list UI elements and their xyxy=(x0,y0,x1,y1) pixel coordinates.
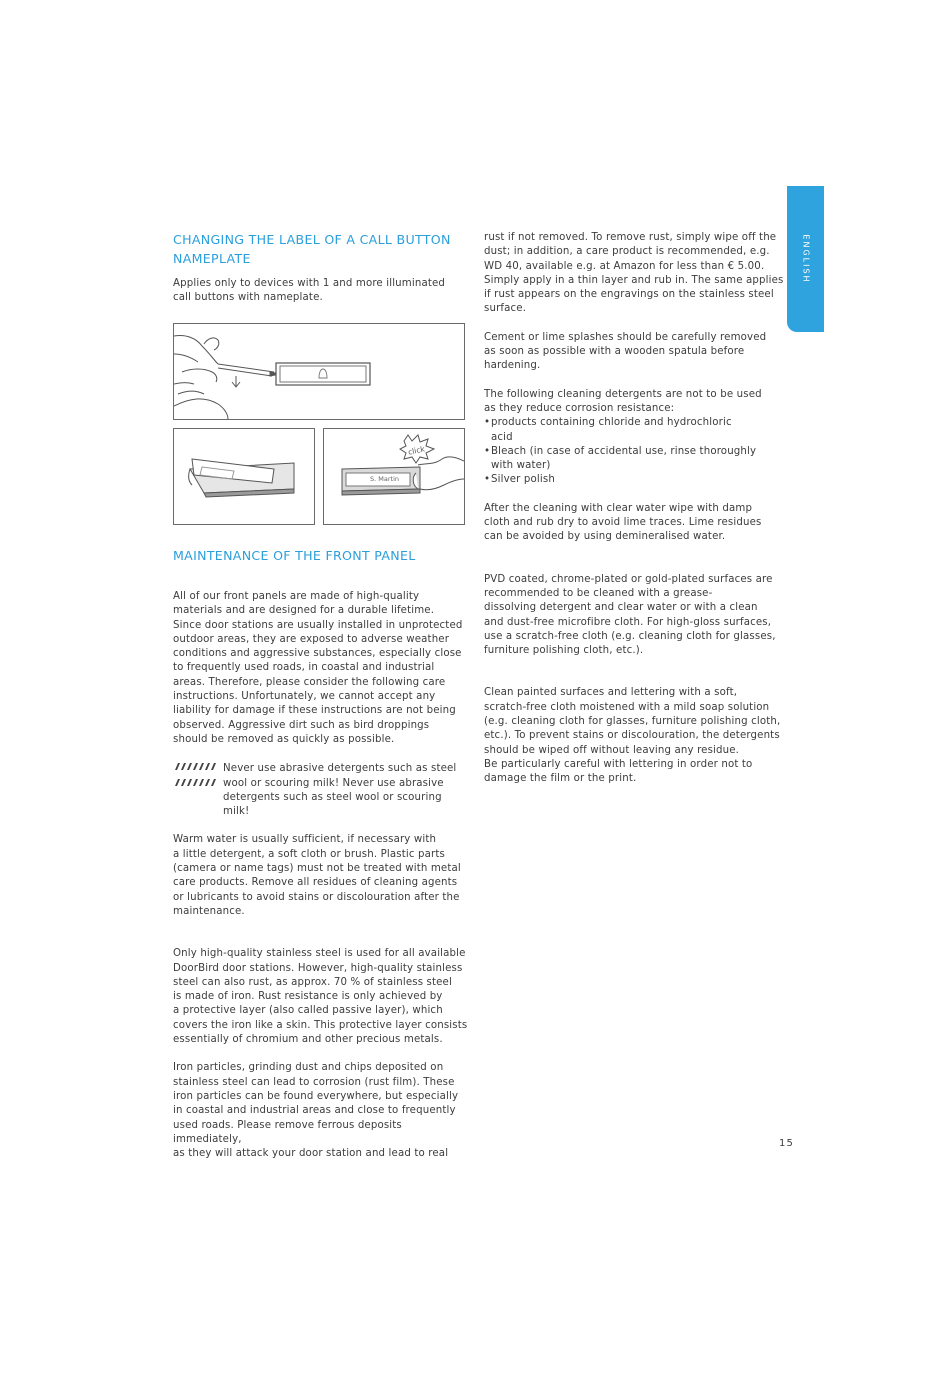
maintenance-paragraph-water: Warm water is usually sufficient, if necessary with a little detergent, a soft cloth or brush. Plastic parts (camera or name tags) must not be treated with metal care products. Remove all residues of cleaning agents or lubricants to avoid stains or discolouration after the maintenance. xyxy=(173,834,461,917)
section-maintenance xyxy=(173,546,471,1161)
warning-block xyxy=(173,762,471,819)
click-label-text: click xyxy=(407,444,426,457)
section-nameplate xyxy=(173,230,468,306)
page-number: 15 xyxy=(779,1138,795,1149)
section-title-nameplate: CHANGING THE LABEL OF A CALL BUTTON NAMEPLATE xyxy=(173,232,451,266)
maintenance-paragraph-iron: Iron particles, grinding dust and chips deposited on stainless steel can lead to corrosion (rust film). These iron particles can be found everywhere, but especially in coastal and industrial areas and close to frequently used roads. Please remove ferrous deposits immediately, as they will attack your door station and lead to real xyxy=(173,1062,459,1160)
nameplate-slide-illustration xyxy=(174,429,314,524)
illustration-click-label xyxy=(323,428,465,525)
maintenance-paragraph-intro: All of our front panels are made of high-quality materials and are designed for a durable lifetime. Since door stations are usually installed in unprotected outdoor areas, they are exposed to adverse weather conditions and aggressive substances, especially close to frequently used roads, in coastal and industrial areas. Therefore, please consider the following care instructions. Unfortunately, we cannot accept any liability for damage if these instructions are not being observed. Aggressive dirt such as bird droppings should be removed as quickly as possible. xyxy=(173,591,463,745)
hand-tool-illustration xyxy=(174,324,464,419)
detergents-list xyxy=(484,416,784,487)
after-cleaning-paragraph: After the cleaning with clear water wipe with damp cloth and rub dry to avoid lime traces. Lime residues can be avoided by using demineralised water. xyxy=(484,502,762,543)
rust-paragraph: rust if not removed. To remove rust, simply wipe off the dust; in addition, a care product is recommended, e.g. WD 40, available e.g. at Amazon for less than € 5.00. Simply apply in a thin layer and rub in. The same applies if rust appears on the engravings on the stainless steel surface. xyxy=(484,232,784,315)
illustration-insert-label xyxy=(173,428,315,525)
warning-text: Never use abrasive detergents such as steel wool or scouring milk! Never use abrasive detergents such as steel wool or scouring milk! xyxy=(223,763,457,818)
detergents-paragraph: The following cleaning detergents are not to be used as they reduce corrosion resistance: xyxy=(484,388,762,414)
cement-paragraph: Cement or lime splashes should be carefully removed as soon as possible with a wooden spatula before hardening. xyxy=(484,331,767,372)
language-tab-label: ENGLISH xyxy=(801,234,810,284)
maintenance-paragraph-stainless: Only high-quality stainless steel is used for all available DoorBird door stations. However, high-quality stainless steel can also rust, as approx. 70 % of stainless steel is made of iron. Rust resistance is only achieved by a protective layer (also called passive layer), which covers the iron like a skin. This protective layer consists essentially of chromium and other precious metals. xyxy=(173,948,468,1046)
language-tab[interactable] xyxy=(787,186,824,332)
section-title-maintenance: MAINTENANCE OF THE FRONT PANEL xyxy=(173,548,416,563)
list-item: • Silver polish xyxy=(484,473,784,487)
illustration-remove-label xyxy=(173,323,465,420)
list-item: • products containing chloride and hydrochloric acid xyxy=(484,416,784,445)
painted-surfaces-paragraph: Clean painted surfaces and lettering with a soft, scratch-free cloth moistened with a mild soap solution (e.g. cleaning cloth for glasses, furniture polishing cloth, etc.). To prevent stains or discolouration, the detergents should be wiped off without leaving any residue. Be particularly careful with lettering in order not to damage the film or the print. xyxy=(484,687,781,785)
list-item: • Bleach (in case of accidental use, rinse thoroughly with water) xyxy=(484,445,784,474)
name-tag-text: S. Martin xyxy=(370,475,399,483)
nameplate-intro-text: Applies only to devices with 1 and more illuminated call buttons with nameplate. xyxy=(173,278,446,304)
warning-stripes-icon xyxy=(173,763,217,791)
right-column xyxy=(484,231,784,787)
pvd-paragraph: PVD coated, chrome-plated or gold-plated surfaces are recommended to be cleaned with a grease- dissolving detergent and clear water or with a clean and dust-free microfibre cloth. For high-gloss surfaces, use a scratch-free cloth (e.g. cleaning cloth for glasses, furniture polishing cloth, etc.). xyxy=(484,573,776,657)
